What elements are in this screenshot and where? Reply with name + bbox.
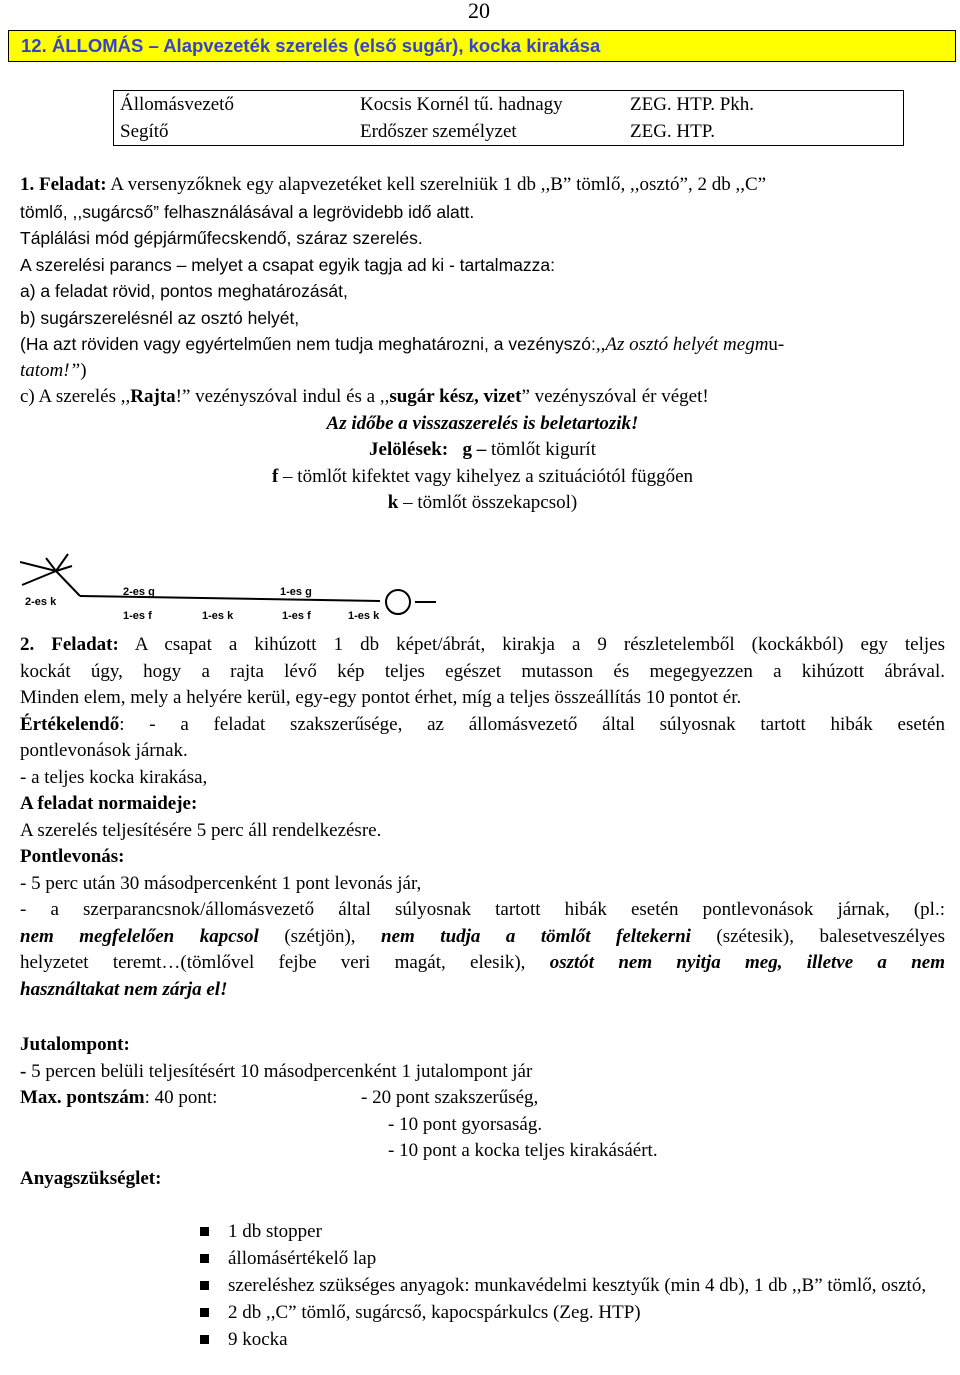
role-cell: Állomásvezető (120, 94, 234, 115)
diagram-label: 1-es k (202, 610, 234, 620)
normtime-heading: A feladat normaideje: (20, 793, 198, 814)
reward-heading: Jutalompont: (20, 1034, 130, 1055)
task2-line: Értékelendő: - a feladat szakszerűsége, az állomásvezető által súlyosnak tartott hibák esetén (20, 713, 945, 735)
station-title: 12. ÁLLOMÁS – Alapvezeték szerelés (első sugár), kocka kirakása (21, 35, 601, 56)
task2-line: pontlevonások járnak. (20, 740, 188, 761)
legend-line-f: f – tömlőt kifektet vagy kihelyez a szituációtól függően (271, 465, 694, 487)
task1-note: Az időbe a visszaszerelés is beletartozik! (326, 412, 639, 434)
task1-section (20, 172, 945, 517)
diagram-label: 1-es f (282, 610, 311, 620)
page-number: 20 (468, 0, 490, 23)
task2-line: A szerelés teljesítésére 5 perc áll rendelkezésre. (20, 819, 382, 841)
task1-line: A szerelési parancs – melyet a csapat egyik tagja ad ki - tartalmazza: (20, 254, 555, 275)
score-item: - 10 pont gyorsaság. (388, 1113, 543, 1135)
score-line (20, 1138, 945, 1165)
unit-cell: ZEG. HTP. Pkh. (630, 94, 755, 115)
task1-line: Táplálási mód gépjárműfecskendő, száraz szerelés. (20, 228, 423, 248)
staff-table (113, 90, 904, 146)
max-score-line: Max. pontszám: 40 pont: - 20 pont szakszerűség, (20, 1085, 945, 1112)
task2-line: Minden elem, mely a helyére kerül, egy-egy pontot érhet, míg a teljes összeállítás 10 pontot ér. (20, 687, 742, 708)
task2-line: - a szerparancsnok/állomásvezető által súlyosnak tartott hibák esetén pontlevonások járnak, (pl.: (20, 899, 945, 920)
table-row (114, 91, 904, 119)
role-cell: Segítő (120, 121, 169, 142)
unit-cell: ZEG. HTP. (630, 121, 715, 142)
legend-line-g: Jelölések: g – tömlőt kigurít (369, 439, 596, 460)
distributor-circle (386, 590, 410, 614)
task1-line: tatom!”) (20, 359, 87, 381)
list-item: 1 db stopper (200, 1218, 946, 1245)
hose-layout-diagram (20, 550, 440, 620)
task1-line: (Ha azt röviden vagy egyértelműen nem tudja meghatározni, a vezényszó:,,Az osztó helyét megmu- (20, 334, 785, 355)
materials-list (200, 1218, 946, 1353)
diagram-label: 1-es g (280, 586, 312, 598)
task1-line: c) A szerelés ,,Rajta!” vezényszóval indul és a ,,sugár kész, vizet” vezényszóval ér véget! (20, 386, 709, 407)
diagram-label: 1-es f (123, 610, 152, 620)
reward-line: - 5 percen belüli teljesítésért 10 másodpercenként 1 jutalompont jár (20, 1060, 533, 1082)
legend-line-k: k – tömlőt összekapcsol) (387, 492, 578, 513)
penalty-heading: Pontlevonás: (20, 846, 125, 867)
materials-heading: Anyagszükséglet: (20, 1168, 162, 1189)
station-title-bar (8, 30, 956, 62)
score-item: - 10 pont a kocka teljes kirakásáért. (388, 1140, 658, 1161)
nozzle-icon (20, 554, 80, 596)
score-line (20, 1112, 945, 1139)
name-cell: Erdőszer személyzet (360, 121, 517, 142)
name-cell: Kocsis Kornél tű. hadnagy (360, 94, 563, 115)
task2-line: - a teljes kocka kirakása, (20, 766, 208, 788)
task1-number: 1. Feladat: (20, 174, 107, 195)
task1-line: a) a feladat rövid, pontos meghatározását, (20, 281, 348, 301)
task2-line: helyzetet teremt…(tömlővel fejbe veri magát, elesik), osztót nem nyitja meg, illetve a nem (20, 952, 945, 973)
diagram-label: 1-es k (348, 610, 380, 620)
task2-line: kockát úgy, hogy a rajta lévő kép teljes egészet mutasson és megegyezzen a kihúzott ábrával. (20, 660, 945, 682)
task2-number: 2. Feladat: (20, 634, 119, 655)
task2-line: - 5 perc után 30 másodpercenként 1 pont levonás jár, (20, 872, 422, 894)
diagram-label: 2-es k (25, 596, 57, 608)
task1-line: b) sugárszerelésnél az osztó helyét, (20, 307, 300, 328)
list-item: 2 db ,,C” tömlő, sugárcső, kapocspárkulcs (Zeg. HTP) (200, 1299, 946, 1326)
table-row (114, 118, 904, 146)
diagram-label: 2-es g (123, 586, 155, 598)
task2-section (20, 632, 945, 1003)
task1-line: tömlő, ,,sugárcső” felhasználásával a legrövidebb idő alatt. (20, 201, 475, 222)
score-item: - 20 pont szakszerűség, (361, 1087, 539, 1108)
task1-line: 1. Feladat: A versenyzőknek egy alapvezetéket kell szerelniük 1 db ,,B” tömlő, ,,osztó”, 2 db ,,C” (20, 174, 767, 195)
task2-line: nem megfelelően kapcsol (szétjön), nem tudja a tömlőt feltekerni (szétesik), balesetveszélyes (20, 925, 945, 947)
list-item: állomásértékelő lap (200, 1245, 946, 1272)
reward-section (20, 1032, 945, 1165)
list-item: 9 kocka (200, 1326, 946, 1353)
list-item: szereléshez szükséges anyagok: munkavédelmi kesztyűk (min 4 db), 1 db ,,B” tömlő, osztó, (200, 1272, 946, 1299)
task2-line: 2. Feladat: A csapat a kihúzott 1 db képet/ábrát, kirakja a 9 részletelemből (kockákból) egy teljes (20, 634, 945, 655)
task2-line: használtakat nem zárja el! (20, 978, 228, 1000)
